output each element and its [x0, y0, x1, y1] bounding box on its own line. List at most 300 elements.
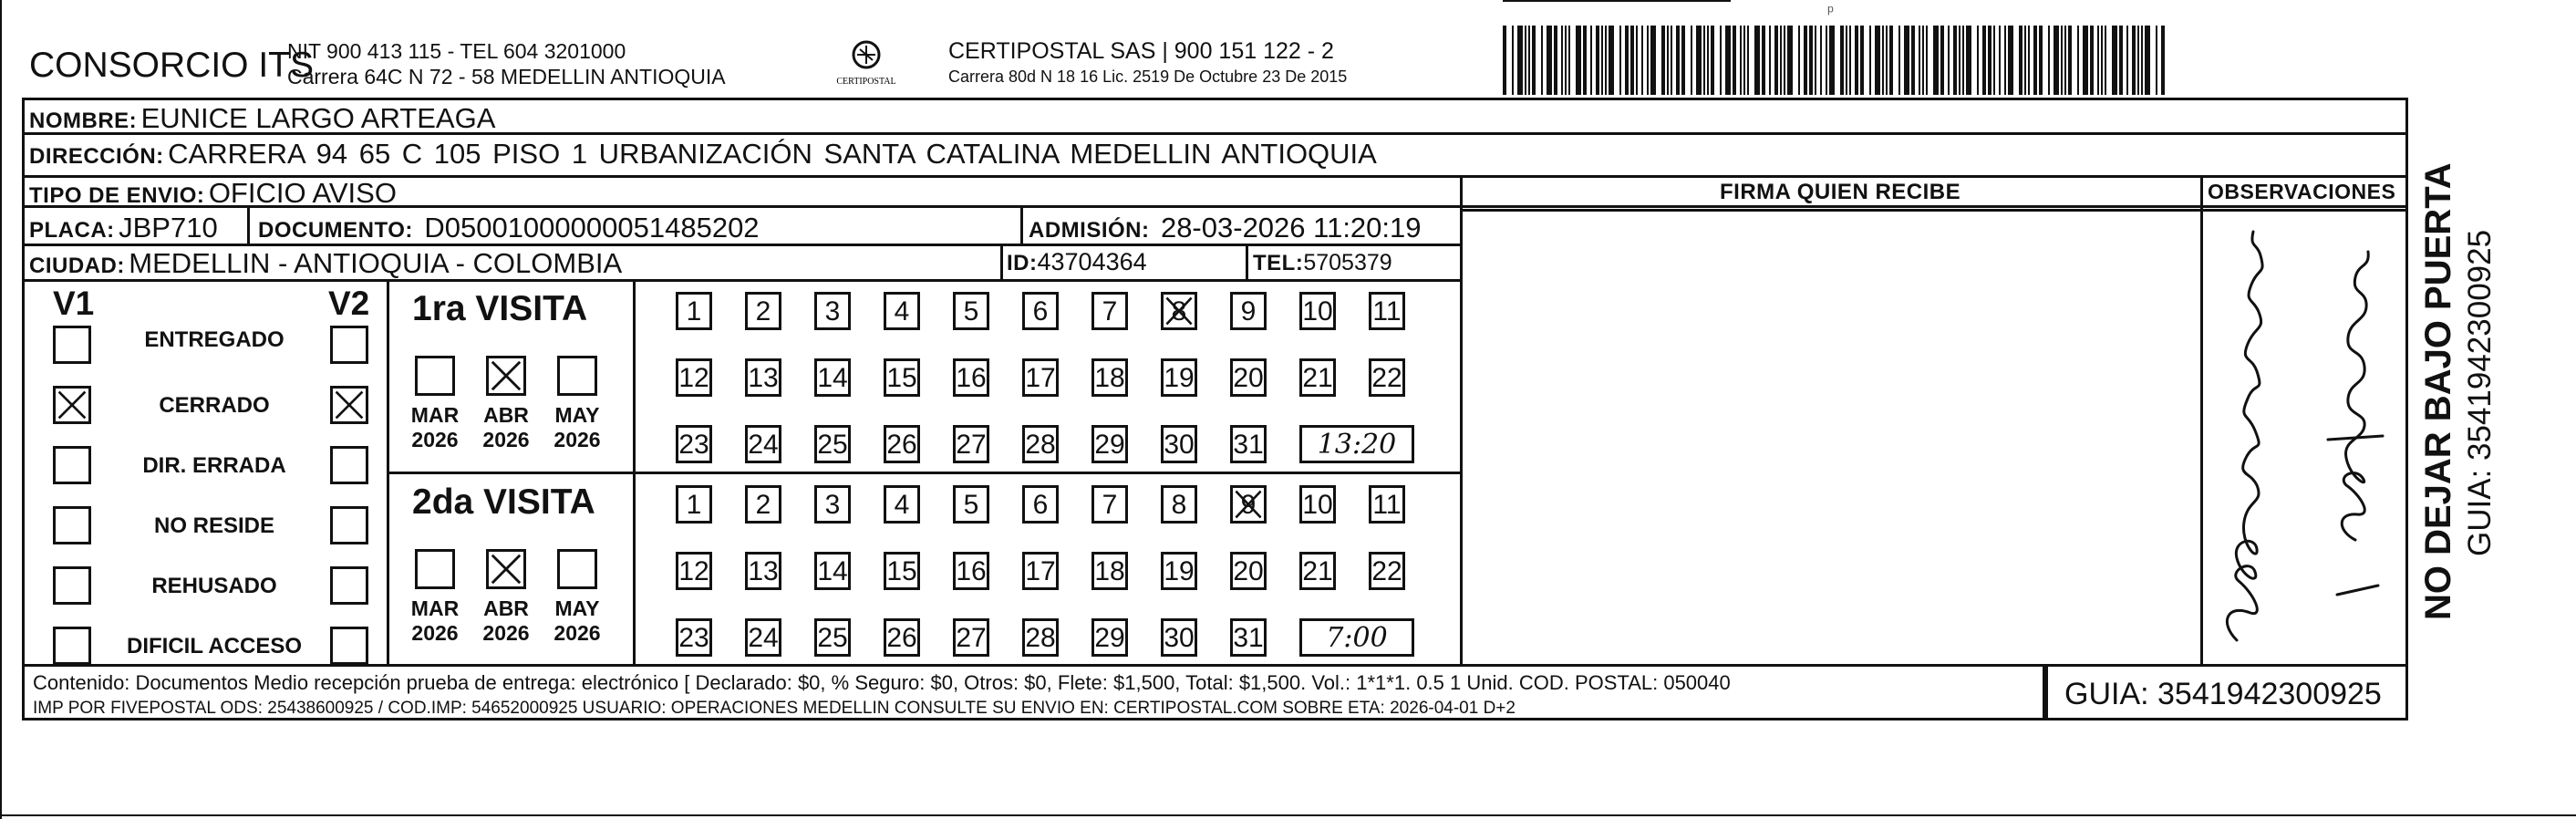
barcode-bar [2097, 26, 2099, 95]
side-notice: NO DEJAR BAJO PUERTA [2418, 162, 2458, 620]
sheet-edge [0, 0, 2, 819]
barcode-bar [2077, 26, 2079, 95]
tel-label: TEL: [1253, 251, 1304, 275]
barcode-bar [1840, 26, 1844, 95]
month-name: ABR [483, 596, 529, 620]
status-v2-checkbox[interactable] [330, 446, 368, 484]
barcode-bar [1676, 26, 1680, 95]
visit-day-box[interactable] [676, 618, 712, 657]
barcode-bar [1869, 26, 1871, 95]
day-number: 21 [1302, 556, 1333, 586]
day-number: 30 [1164, 623, 1195, 653]
barcode-bar [1849, 26, 1851, 95]
barcode-bar [1583, 26, 1587, 95]
barcode-bar [1919, 26, 1920, 95]
day-number: 12 [678, 556, 709, 586]
visit-day-box[interactable] [745, 425, 781, 463]
barcode-bar [2101, 26, 2103, 95]
visit-time: 13:20 [1317, 429, 1397, 461]
status-v2-checkbox[interactable] [330, 627, 368, 665]
barcode-bar [2054, 26, 2059, 95]
barcode-bar [1547, 26, 1552, 95]
status-v1-checkbox[interactable] [53, 566, 91, 605]
month-name: MAY [554, 403, 600, 427]
observations-header: OBSERVACIONES [2208, 180, 2396, 203]
visit-day-box[interactable] [1022, 485, 1059, 524]
side-guia: GUIA: 3541942300925 [2462, 229, 2498, 556]
barcode-bar [1561, 26, 1563, 95]
barcode-bar [2048, 26, 2050, 95]
barcode-bar [1922, 26, 1924, 95]
day-number: 22 [1371, 363, 1402, 393]
day-number: 8 [1171, 490, 1187, 520]
month-year: 2026 [553, 428, 601, 451]
barcode-bar [1882, 26, 1884, 95]
barcode-bar [1774, 26, 1778, 95]
recipient-name: EUNICE LARGO ARTEAGA [140, 102, 496, 134]
barcode-bar [1784, 26, 1785, 95]
plate-cell [29, 212, 218, 244]
address-row [29, 138, 1377, 171]
barcode-bar [1762, 26, 1765, 95]
barcode-bar [1798, 26, 1800, 95]
visit-day-box[interactable] [814, 552, 851, 590]
barcode-bar [2161, 26, 2165, 95]
visit-day-box[interactable] [953, 292, 989, 330]
courier-address: Carrera 80d N 18 16 Lic. 2519 De Octubre 23 De 2015 [948, 67, 1348, 86]
day-number: 3 [824, 490, 841, 520]
barcode-bar [1691, 26, 1692, 95]
barcode-bar [1641, 26, 1643, 95]
rule [1000, 244, 1003, 280]
barcode-bar [2145, 26, 2150, 95]
status-v1-checkbox[interactable] [53, 506, 91, 544]
visit-day-box[interactable] [1022, 358, 1059, 397]
visit-day-box[interactable] [953, 358, 989, 397]
visit-day-box[interactable] [814, 618, 851, 657]
x-mark-icon [56, 389, 88, 421]
barcode-bar [1720, 26, 1722, 95]
barcode-bar [2064, 26, 2066, 95]
barcode-bar [1966, 26, 1971, 95]
visit-day-box[interactable] [1161, 485, 1197, 524]
visit-month-checkbox[interactable] [557, 356, 597, 396]
visit-day-box[interactable] [814, 292, 851, 330]
footer-guia: GUIA: 3541942300925 [2064, 677, 2382, 711]
visit-day-box[interactable] [1161, 292, 1197, 330]
visit-day-box[interactable] [814, 425, 851, 463]
day-number: 8 [1171, 296, 1187, 327]
stray-mark: ᵖ [1827, 2, 1834, 20]
barcode-bar [1962, 26, 1964, 95]
barcode-bar [1733, 26, 1736, 95]
barcode-bar [1780, 26, 1782, 95]
visit-day-box[interactable] [1369, 358, 1405, 397]
day-number: 2 [755, 490, 771, 520]
barcode-bar [2156, 26, 2157, 95]
barcode-bar [1630, 26, 1634, 95]
visit-day-box[interactable] [1299, 485, 1336, 524]
barcode-bar [1636, 26, 1638, 95]
barcode-bar [1754, 26, 1760, 95]
status-v2-checkbox[interactable] [330, 566, 368, 605]
x-mark-icon [489, 358, 523, 393]
barcode-bar [1804, 26, 1807, 95]
barcode-bar [1525, 26, 1526, 95]
x-mark-icon [333, 389, 366, 421]
status-label: CERRADO [159, 393, 270, 418]
day-number: 25 [817, 623, 848, 653]
shipment-type: OFICIO AVISO [208, 177, 397, 209]
rule [1020, 208, 1023, 244]
certipostal-logo [827, 36, 905, 91]
visit-day-box[interactable] [1230, 552, 1267, 590]
footer-print-info: IMP POR FIVEPOSTAL ODS: 25438600925 / COD.IMP: 54652000925 USUARIO: OPERACIONES MEDELLIN CONSULTE SU ENVIO EN: CERTIPOSTAL.COM SOBRE ETA: 2026-04-01 D+2 [33, 699, 1516, 718]
day-number: 14 [817, 556, 848, 586]
day-number: 27 [956, 430, 987, 460]
admission-cell [1029, 212, 1422, 244]
visit-day-box[interactable] [745, 292, 781, 330]
visit-day-box[interactable] [1230, 485, 1267, 524]
day-number: 5 [963, 490, 979, 520]
rule [1246, 244, 1248, 280]
visit-day-box[interactable] [745, 552, 781, 590]
visit-day-box[interactable] [814, 358, 851, 397]
day-number: 16 [956, 556, 987, 586]
day-number: 15 [886, 363, 917, 393]
visit-day-box[interactable] [1230, 618, 1267, 657]
x-mark-icon [1233, 488, 1264, 521]
visit-day-box[interactable] [1230, 358, 1267, 397]
month-year: 2026 [411, 428, 459, 451]
barcode-bar [1696, 26, 1702, 95]
barcode-bar [1596, 26, 1599, 95]
visit-day-box[interactable] [1369, 292, 1405, 330]
month-year: 2026 [482, 621, 530, 645]
document-label: DOCUMENTO: [258, 218, 413, 243]
visit-day-box[interactable] [1091, 552, 1128, 590]
observation-signatures [2200, 212, 2408, 664]
barcode-bar [1926, 26, 1928, 95]
barcode-bar [1601, 26, 1603, 95]
day-number: 19 [1164, 556, 1195, 586]
day-number: 16 [956, 363, 987, 393]
status-label: REHUSADO [151, 574, 277, 598]
visit-day-box[interactable] [884, 552, 920, 590]
barcode-bar [1605, 26, 1607, 95]
barcode-bar [2008, 26, 2013, 95]
barcode-bar [1725, 26, 1731, 95]
status-v1-checkbox[interactable] [53, 386, 91, 424]
visit-day-box[interactable] [676, 485, 712, 524]
day-number: 24 [748, 623, 779, 653]
id-label: ID: [1007, 251, 1038, 275]
barcode-bar [2090, 26, 2094, 95]
barcode-bar [1576, 26, 1581, 95]
day-number: 17 [1025, 556, 1056, 586]
visit-day-box[interactable] [1161, 552, 1197, 590]
barcode-bar [2019, 26, 2023, 95]
barcode-bar [1711, 26, 1714, 95]
signature-stroke-2 [2342, 252, 2368, 540]
barcode-bar [1625, 26, 1629, 95]
tel-value: 5705379 [1303, 250, 1392, 275]
barcode-bar [2126, 26, 2128, 95]
day-number: 26 [886, 623, 917, 653]
barcode-bar [2141, 26, 2143, 95]
sheet-edge [0, 814, 2576, 816]
visit-day-box[interactable] [1299, 292, 1336, 330]
v1-label: V1 [53, 285, 95, 322]
day-number: 19 [1164, 363, 1195, 393]
barcode-bar [1647, 26, 1649, 95]
visit-time-box[interactable] [1299, 425, 1414, 463]
day-number: 21 [1302, 363, 1333, 393]
barcode-bar [1619, 26, 1621, 95]
barcode-bar [1541, 26, 1543, 95]
address-label: DIRECCIÓN: [29, 144, 164, 169]
barcode-bar [1590, 26, 1592, 95]
city-value: MEDELLIN - ANTIOQUIA - COLOMBIA [129, 247, 623, 279]
day-number: 20 [1233, 556, 1264, 586]
barcode-bar [1904, 26, 1909, 95]
id-cell [1007, 248, 1147, 276]
status-label: ENTREGADO [144, 327, 284, 352]
visit-day-box[interactable] [1299, 358, 1336, 397]
barcode-bar [1860, 26, 1864, 95]
document-cell [258, 212, 760, 244]
visit-day-box[interactable] [1161, 358, 1197, 397]
visit-day-box[interactable] [814, 485, 851, 524]
status-v2-checkbox[interactable] [330, 326, 368, 364]
day-number: 17 [1025, 363, 1056, 393]
barcode-bar [1953, 26, 1957, 95]
logo-text: CERTIPOSTAL [836, 77, 896, 87]
visit-day-box[interactable] [745, 485, 781, 524]
visit-time-box[interactable] [1299, 618, 1414, 657]
plate-value: JBP710 [119, 212, 218, 244]
visit-day-box[interactable] [884, 485, 920, 524]
visit-day-box[interactable] [1022, 425, 1059, 463]
day-number: 6 [1032, 490, 1049, 520]
barcode-bar [1503, 26, 1506, 95]
barcode-bar [1826, 26, 1827, 95]
day-number: 11 [1372, 490, 1402, 520]
barcode-bar [2028, 26, 2030, 95]
month-name: ABR [483, 403, 529, 427]
barcode-bar [2061, 26, 2063, 95]
visit-day-box[interactable] [1091, 485, 1128, 524]
month-name: MAR [410, 596, 460, 620]
day-number: 11 [1372, 296, 1402, 327]
visit-title: 2da VISITA [412, 482, 595, 522]
barcode-bar [1982, 26, 1986, 95]
day-number: 29 [1094, 623, 1125, 653]
visit-day-box[interactable] [676, 292, 712, 330]
visit-day-box[interactable] [1299, 552, 1336, 590]
barcode-bar [1889, 26, 1893, 95]
visit-day-box[interactable] [1091, 292, 1128, 330]
barcode-bar [1532, 26, 1536, 95]
day-number: 13 [748, 556, 779, 586]
barcode-bar [1517, 26, 1523, 95]
id-value: 43704364 [1037, 248, 1147, 275]
footer-content: Contenido: Documentos Medio recepción prueba de entrega: electrónico [ Declarado: $0, % Seguro: $0, Otros: $0, Flete: $1,500, Total: $1,500. Vol.: 1*1*1. 0.5 1 Unid. COD. POSTAL: 050040 [33, 671, 1731, 694]
barcode-bar [1512, 26, 1514, 95]
barcode-bar [1815, 26, 1816, 95]
day-number: 23 [678, 623, 709, 653]
status-v1-checkbox[interactable] [53, 446, 91, 484]
visit-day-box[interactable] [953, 425, 989, 463]
visit-day-box[interactable] [1022, 618, 1059, 657]
day-number: 22 [1371, 556, 1402, 586]
visit-day-box[interactable] [953, 552, 989, 590]
sender-name: CONSORCIO ITS [29, 46, 315, 85]
barcode-bar [1667, 26, 1669, 95]
visit-month-label [550, 403, 605, 452]
barcode-bar [2068, 26, 2072, 95]
barcode-bar [1988, 26, 1991, 95]
visit-day-box[interactable] [953, 618, 989, 657]
courier-name: CERTIPOSTAL SAS | 900 151 122 - 2 [948, 38, 1334, 64]
sender-address: Carrera 64C N 72 - 58 MEDELLIN ANTIOQUIA [287, 65, 726, 88]
barcode-bar [1661, 26, 1665, 95]
barcode-bar [1948, 26, 1950, 95]
barcode-bar [1999, 26, 2001, 95]
day-number: 10 [1302, 490, 1333, 520]
x-mark-icon [489, 552, 523, 586]
visit-month-label [479, 596, 533, 646]
visit-day-box[interactable] [1091, 618, 1128, 657]
day-number: 7 [1102, 296, 1118, 327]
day-number: 14 [817, 363, 848, 393]
visit-day-box[interactable] [884, 292, 920, 330]
visit-day-box[interactable] [1161, 425, 1197, 463]
day-number: 9 [1240, 490, 1257, 520]
day-number: 10 [1302, 296, 1333, 327]
barcode-bar [1855, 26, 1858, 95]
barcode-bar [2033, 26, 2037, 95]
barcode-bar [1565, 26, 1567, 95]
month-name: MAY [554, 596, 600, 620]
status-label: NO RESIDE [153, 513, 275, 538]
day-number: 30 [1164, 430, 1195, 460]
visit-day-box[interactable] [953, 485, 989, 524]
status-label: DIR. ERRADA [142, 453, 286, 478]
barcode-bar [1747, 26, 1749, 95]
visit-time: 7:00 [1326, 622, 1388, 654]
visit-month-checkbox[interactable] [486, 549, 526, 589]
visit-day-box[interactable] [1369, 485, 1405, 524]
visit-day-box[interactable] [1161, 618, 1197, 657]
visit-month-checkbox[interactable] [557, 549, 597, 589]
visit-day-box[interactable] [884, 618, 920, 657]
barcode-bar [1707, 26, 1709, 95]
rule [247, 208, 250, 244]
barcode-bar [1993, 26, 1995, 95]
visit-month-checkbox[interactable] [486, 356, 526, 396]
barcode-bar [2112, 26, 2117, 95]
day-number: 4 [894, 490, 910, 520]
visit-title: 1ra VISITA [412, 289, 588, 328]
city-cell [29, 247, 622, 280]
rule [387, 472, 1463, 474]
visit-day-box[interactable] [676, 358, 712, 397]
v2-label: V2 [328, 285, 370, 322]
type-label: TIPO DE ENVIO: [29, 183, 205, 208]
day-number: 27 [956, 623, 987, 653]
day-number: 12 [678, 363, 709, 393]
day-number: 1 [686, 296, 702, 327]
status-v1-checkbox[interactable] [53, 326, 91, 364]
rule [1460, 175, 1463, 664]
barcode-bar [1977, 26, 1979, 95]
barcode-bar [1650, 26, 1656, 95]
visit-month-checkbox[interactable] [415, 549, 455, 589]
status-v1-checkbox[interactable] [53, 627, 91, 665]
day-number: 7 [1102, 490, 1118, 520]
visit-day-box[interactable] [745, 618, 781, 657]
day-number: 6 [1032, 296, 1049, 327]
name-label: NOMBRE: [29, 109, 138, 133]
day-number: 13 [748, 363, 779, 393]
day-number: 23 [678, 430, 709, 460]
barcode-bar [1671, 26, 1672, 95]
visit-day-box[interactable] [1091, 425, 1128, 463]
visit-day-box[interactable] [676, 425, 712, 463]
visit-day-box[interactable] [1022, 552, 1059, 590]
document-value: D05001000000051485202 [424, 212, 760, 244]
visit-day-box[interactable] [1230, 292, 1267, 330]
day-number: 5 [963, 296, 979, 327]
barcode-bar [2004, 26, 2006, 95]
visit-month-checkbox[interactable] [415, 356, 455, 396]
barcode-bar [2024, 26, 2026, 95]
barcode-bar [1568, 26, 1570, 95]
barcode-bar [1898, 26, 1900, 95]
visit-day-box[interactable] [884, 358, 920, 397]
visit-day-box[interactable] [676, 552, 712, 590]
tel-cell [1253, 250, 1392, 276]
barcode-bar [1959, 26, 1960, 95]
top-rule [1503, 0, 1731, 2]
visit-day-box[interactable] [1022, 292, 1059, 330]
visit-day-box[interactable] [745, 358, 781, 397]
day-number: 28 [1025, 430, 1056, 460]
barcode-bar [2039, 26, 2043, 95]
visit-day-box[interactable] [1091, 358, 1128, 397]
day-number: 2 [755, 296, 771, 327]
visit-day-box[interactable] [884, 425, 920, 463]
plate-label: PLACA: [29, 218, 115, 243]
day-number: 1 [686, 490, 702, 520]
day-number: 28 [1025, 623, 1056, 653]
status-v2-checkbox[interactable] [330, 386, 368, 424]
day-number: 24 [748, 430, 779, 460]
month-year: 2026 [411, 621, 459, 645]
signature-stroke-1 [2227, 232, 2262, 640]
barcode-bar [1940, 26, 1944, 95]
barcode-bar [1681, 26, 1685, 95]
visit-day-box[interactable] [1369, 552, 1405, 590]
barcode-bar [2119, 26, 2123, 95]
barcode-bar [1703, 26, 1705, 95]
barcode-bar [1933, 26, 1939, 95]
visit-day-box[interactable] [1230, 425, 1267, 463]
status-v2-checkbox[interactable] [330, 506, 368, 544]
barcode-bar [1820, 26, 1822, 95]
barcode-bar [2105, 26, 2106, 95]
